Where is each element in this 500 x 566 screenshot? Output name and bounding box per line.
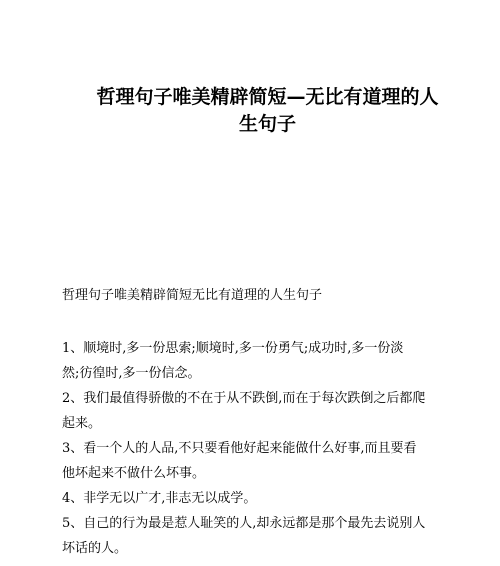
text-line: 然;彷徨时,多一份信念。 xyxy=(62,366,201,381)
text-line: 1、顺境时,多一份思索;顺境时,多一份勇气;成功时,多一份淡 xyxy=(62,341,404,356)
text-line: 4、非学无以广才,非志无以成学。 xyxy=(62,491,257,506)
quote-list xyxy=(62,336,447,561)
text-line: 3、看一个人的人品,不只要看他好起来能做什么好事,而且要看 xyxy=(62,441,417,456)
document-title-line-2: 生句子 xyxy=(238,113,296,135)
document-title-line-1: 哲理句子唯美精辟简短—无比有道理的人 xyxy=(96,86,439,108)
text-line: 他坏起来不做什么坏事。 xyxy=(62,466,206,481)
document-subtitle: 哲理句子唯美精辟简短无比有道理的人生句子 xyxy=(62,288,323,303)
text-line: 5、自己的行为最是惹人耻笑的人,却永远都是那个最先去说别人 xyxy=(62,516,426,531)
text-line: 起来。 xyxy=(62,416,102,431)
text-line: 坏话的人。 xyxy=(62,541,128,556)
text-line: 2、我们最值得骄傲的不在于从不跌倒,而在于每次跌倒之后都爬 xyxy=(62,391,426,406)
document-title xyxy=(95,84,440,138)
